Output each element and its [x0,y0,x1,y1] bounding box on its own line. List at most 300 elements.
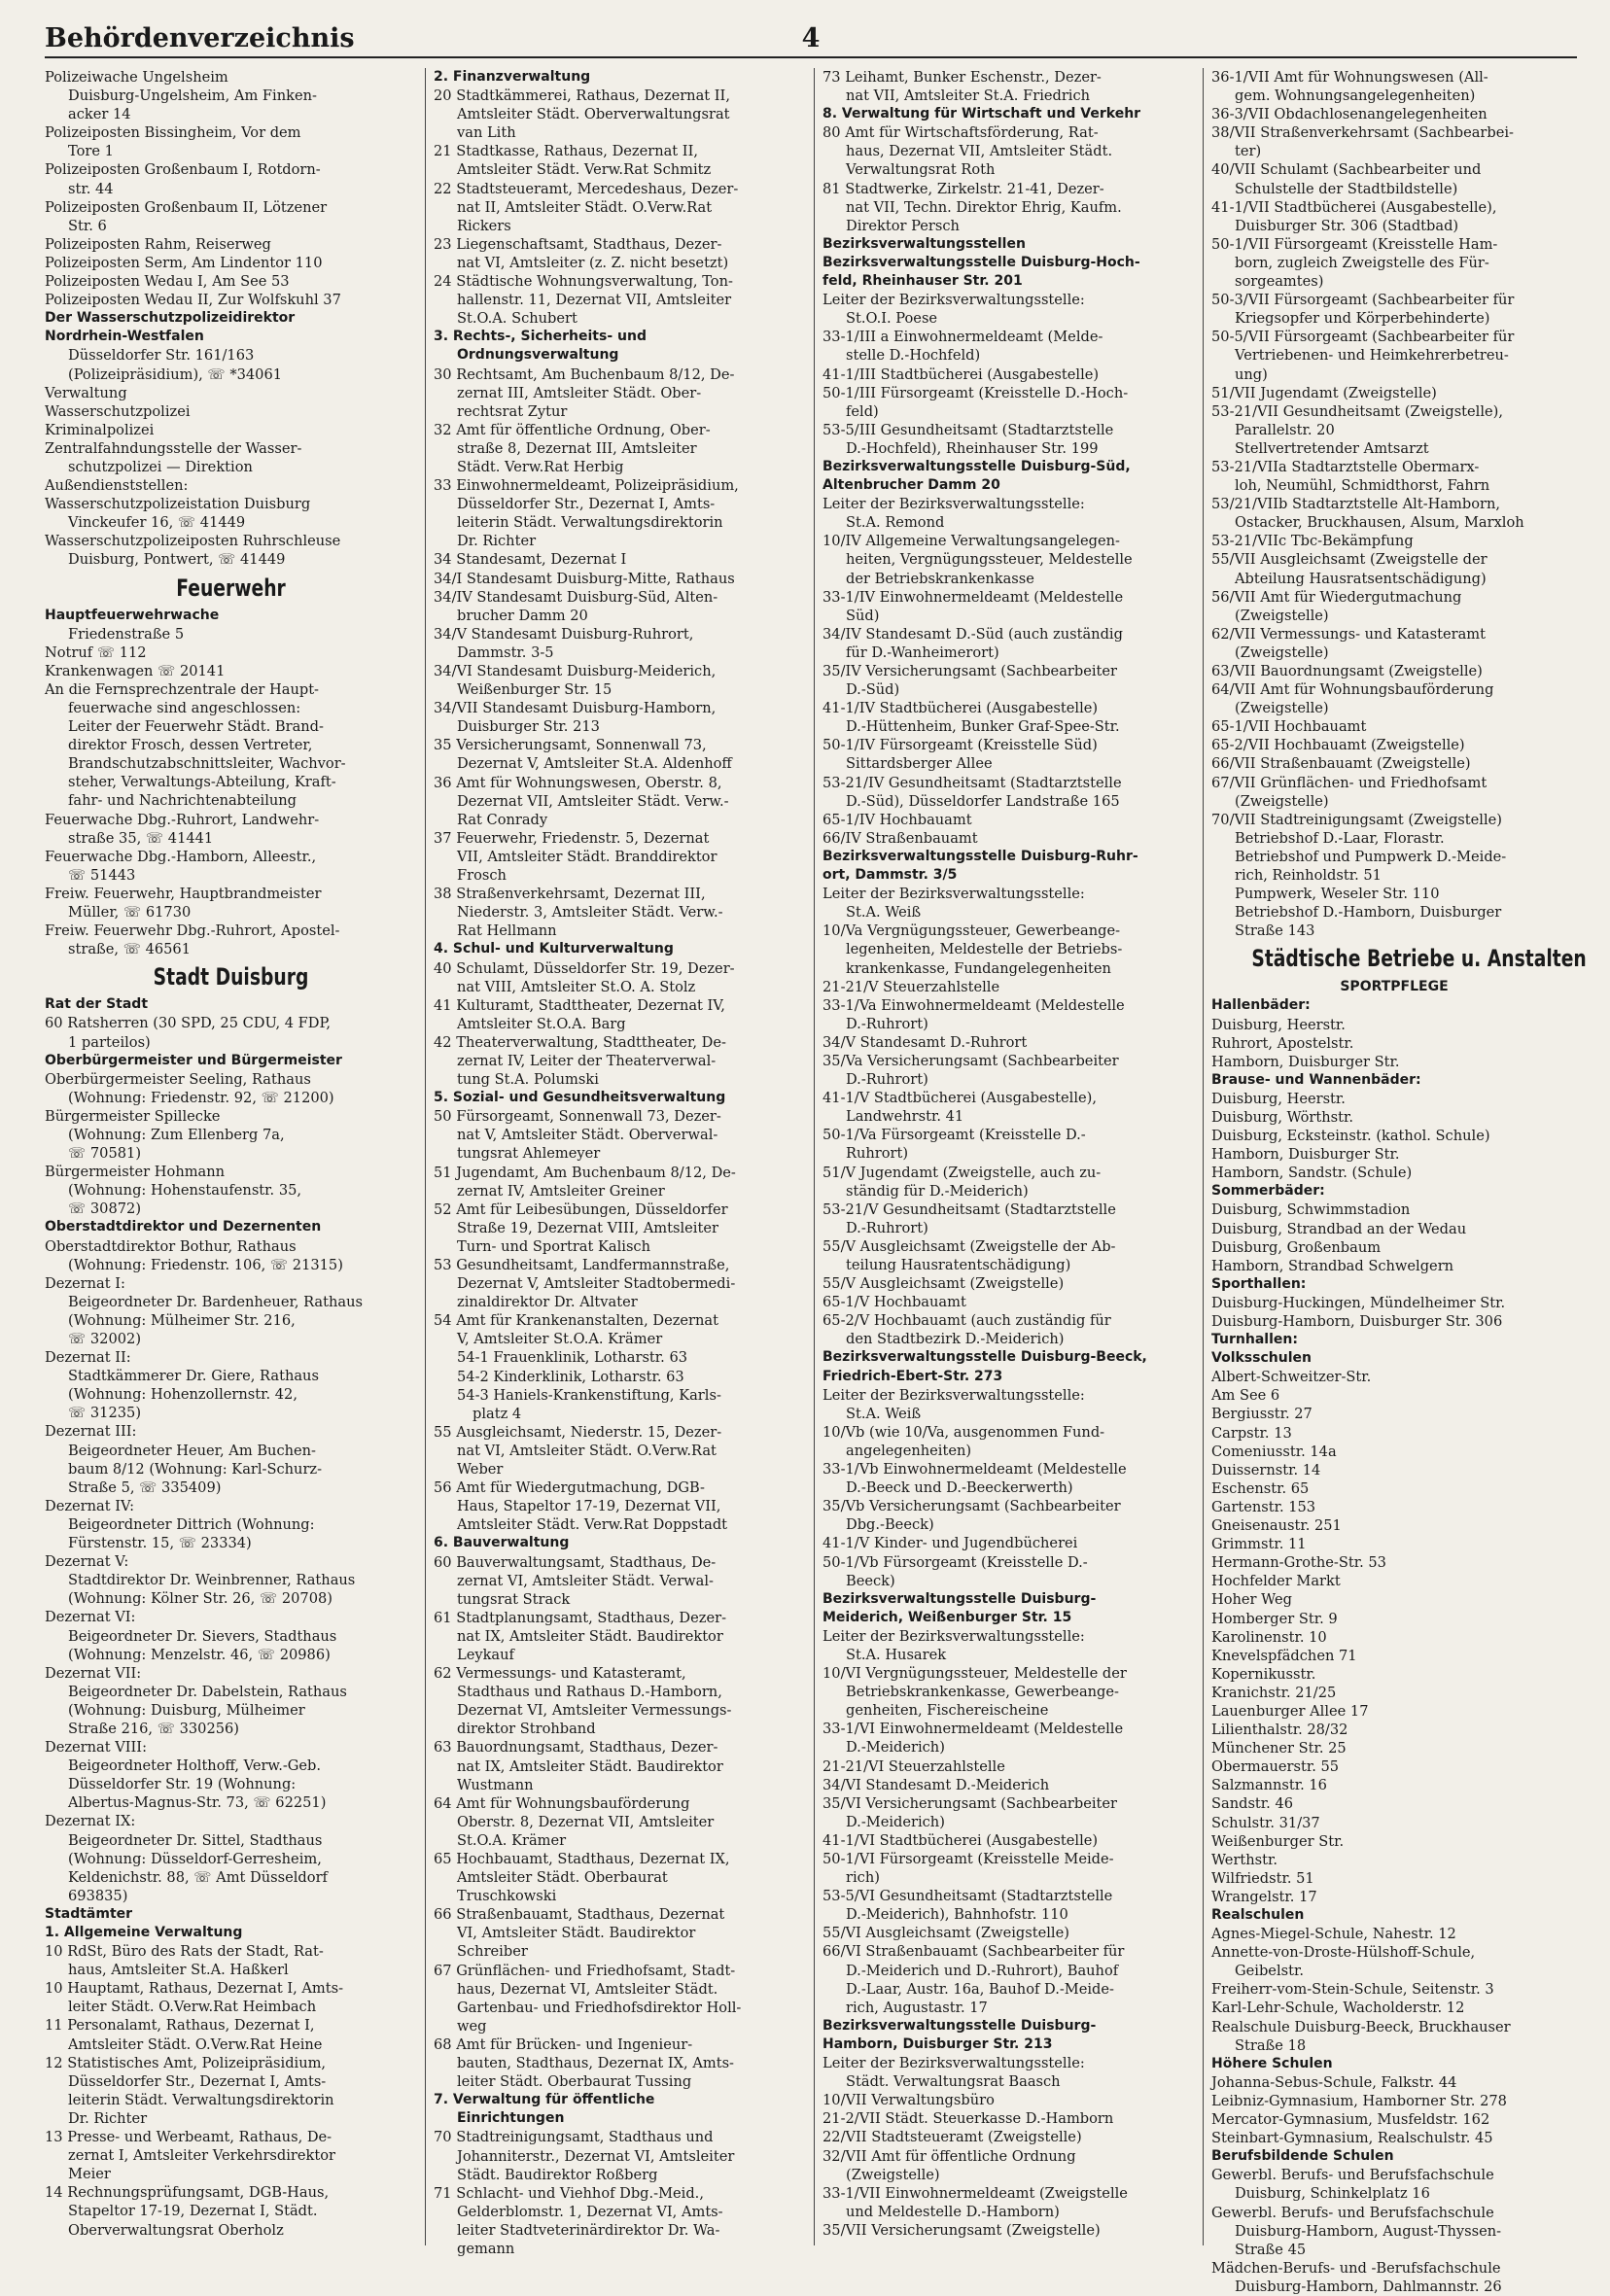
directory-line: St.O.A. Schubert [457,310,578,328]
directory-line: Dezernat IX: [45,1813,136,1830]
directory-line: 33-1/VII Einwohnermeldeamt (Zweigstelle [822,2184,1128,2202]
directory-line: D.-Süd), Düsseldorfer Landstraße 165 [846,792,1120,810]
directory-line: leiterin Städt. Verwaltungsdirektorin [457,514,723,532]
directory-line: 54-2 Kinderklinik, Lotharstr. 63 [457,1368,684,1385]
directory-line: Feuerwache Dbg.-Hamborn, Alleestr., [45,848,317,865]
directory-line: bauten, Stadthaus, Dezernat IX, Amts- [457,2055,734,2072]
directory-line: D.-Ruhrort) [846,1071,928,1089]
directory-line: 62/VII Vermessungs- und Katasteramt [1211,625,1486,643]
directory-line: Obermauerstr. 55 [1211,1758,1340,1776]
directory-line: Straße 18 [1235,2036,1307,2054]
directory-line: Polizeiposten Wedau II, Zur Wolfskuhl 37 [45,292,341,309]
directory-line: 73 Leihamt, Bunker Eschenstr., Dezer- [822,69,1102,86]
category-heading: feld, Rheinhauser Str. 201 [822,273,1023,290]
directory-line: Parallelstr. 20 [1235,421,1335,438]
directory-line: 10/Va Vergnügungssteuer, Gewerbeange- [822,922,1121,940]
directory-line: Ruhrort, Apostelstr. [1211,1034,1354,1052]
directory-line: Stadtdirektor Dr. Weinbrenner, Rathaus [68,1572,356,1589]
directory-line: Düsseldorfer Str., Dezernat I, Amts- [68,2072,327,2090]
directory-line: 54 Amt für Krankenanstalten, Dezernat [434,1312,718,1330]
directory-line: (Zweigstelle) [1235,700,1329,717]
directory-line: D.-Meiderich) [846,1739,945,1757]
directory-line: leiter Städt. Oberbaurat Tussing [457,2073,692,2091]
category-heading: Stadtämter [45,1905,133,1922]
directory-line: Dezernat VIII: [45,1739,147,1757]
category-heading: 2. Finanzverwaltung [434,69,591,85]
directory-line: born, zugleich Zweigstelle des Für- [1235,254,1489,271]
directory-line: Dezernat VII: [45,1664,142,1682]
directory-line: (Wohnung: Friedenstr. 106, ☏ 21315) [68,1256,343,1273]
directory-line: 21-21/V Steuerzahlstelle [822,978,1000,995]
directory-line: Rat Conrady [457,811,548,828]
directory-line: Duisburg-Ungelsheim, Am Finken- [68,87,317,105]
directory-line: 53-21/VIIc Tbc-Bekämpfung [1211,533,1414,550]
running-title: Behördenverzeichnis [45,23,355,53]
directory-line: feld) [846,402,879,420]
directory-line: 41-1/VII Stadtbücherei (Ausgabestelle), [1211,198,1497,216]
directory-line: Weißenburger Str. 15 [457,681,612,699]
category-heading: Einrichtungen [457,2110,565,2127]
column-2 [426,68,815,2257]
directory-line: Polizeiposten Bissingheim, Vor dem [45,124,301,142]
directory-line: 50-1/VII Fürsorgeamt (Kreisstelle Ham- [1211,235,1498,253]
directory-line: Beigeordneter Dittrich (Wohnung: [68,1515,315,1533]
directory-line: 11 Personalamt, Rathaus, Dezernat I, [45,2017,315,2035]
directory-line: 33-1/III a Einwohnermeldeamt (Melde- [822,329,1103,346]
directory-line: 51 Jugendamt, Am Buchenbaum 8/12, De- [434,1164,736,1181]
directory-line: Dammstr. 3-5 [457,644,554,661]
directory-line: Dbg.-Beeck) [846,1516,934,1534]
directory-line: (Wohnung: Zum Ellenberg 7a, [68,1126,285,1143]
directory-line: 65-2/VII Hochbauamt (Zweigstelle) [1211,737,1465,754]
directory-line: 35/IV Versicherungsamt (Sachbearbeiter [822,663,1117,679]
category-heading: Oberstadtdirektor und Dezernenten [45,1219,322,1235]
directory-line: (Zweigstelle) [1235,644,1329,661]
directory-line: 10/IV Allgemeine Verwaltungsangelegen- [822,533,1120,550]
directory-line: zernat IV, Amtsleiter Greiner [457,1182,665,1200]
directory-line: 22/VII Stadtsteueramt (Zweigstelle) [822,2129,1082,2146]
directory-line: Abteilung Hausratsentschädigung) [1235,570,1487,587]
directory-line: und Meldestelle D.-Hamborn) [846,2203,1060,2220]
directory-line: Beigeordneter Dr. Sittel, Stadthaus [68,1831,323,1849]
directory-line: 24 Städtische Wohnungsverwaltung, Ton- [434,273,733,291]
directory-line: Carpstr. 13 [1211,1424,1292,1442]
directory-line: (Wohnung: Hohenzollernstr. 42, [68,1386,298,1404]
directory-line: Krankenwagen ☏ 20141 [45,662,226,679]
directory-line: für D.-Wanheimerort) [846,644,999,661]
directory-line: Duisburg, Heerstr. [1211,1090,1346,1107]
directory-line: Bürgermeister Spillecke [45,1107,221,1125]
directory-line: Wustmann [457,1776,534,1793]
category-heading: Realschulen [1211,1907,1305,1923]
directory-line: Oberstr. 8, Dezernat VII, Amtsleiter [457,1813,715,1830]
category-heading: Berufsbildende Schulen [1211,2148,1394,2165]
directory-line: 53-5/VI Gesundheitsamt (Stadtarztstelle [822,1888,1113,1905]
directory-line: steher, Verwaltungs-Abteilung, Kraft- [68,774,336,791]
directory-line: St.O.A. Krämer [457,1831,567,1849]
directory-line: St.A. Weiß [846,904,922,922]
directory-line: 71 Schlacht- und Viehhof Dbg.-Meid., [434,2184,704,2202]
category-heading: Rat der Stadt [45,996,149,1013]
directory-line: loh, Neumühl, Schmidthorst, Fahrn [1235,477,1490,495]
category-heading: Bezirksverwaltungsstelle Duisburg- [822,2017,1097,2034]
directory-line: 41-1/IV Stadtbücherei (Ausgabestelle) [822,700,1099,717]
directory-line: Werthstr. [1211,1851,1278,1868]
directory-line: Dezernat V, Amtsleiter Stadtobermedi- [457,1275,736,1293]
directory-line: 65-2/V Hochbauamt (auch zuständig für [822,1312,1111,1330]
directory-line: Direktor Persch [846,217,960,234]
directory-line: D.-Beeck und D.-Beeckerwerth) [846,1479,1073,1497]
directory-line: Grimmstr. 11 [1211,1536,1307,1553]
directory-line: Ruhrort) [846,1145,909,1163]
directory-line: 36-1/VII Amt für Wohnungswesen (All- [1211,69,1488,86]
directory-line: Gartenbau- und Friedhofsdirektor Holl- [457,1999,742,2016]
directory-line: 50-1/Vb Fürsorgeamt (Kreisstelle D.- [822,1553,1088,1571]
category-heading: Hamborn, Duisburger Str. 213 [822,2035,1053,2052]
directory-line: Amtsleiter Städt. Oberbaurat [457,1869,668,1887]
category-heading: 6. Bauverwaltung [434,1535,570,1551]
directory-line: Münchener Str. 25 [1211,1740,1347,1757]
directory-line: Leiter der Bezirksverwaltungsstelle: [822,1627,1085,1645]
directory-line: Betriebshof und Pumpwerk D.-Meide- [1235,848,1507,865]
directory-line: Wasserschutzpolizei [45,402,191,420]
directory-line: Weber [457,1461,504,1478]
category-heading: Bezirksverwaltungsstelle Duisburg-Süd, [822,458,1131,474]
category-heading: 3. Rechts-, Sicherheits- und [434,329,647,345]
category-heading: ort, Dammstr. 3/5 [822,867,958,884]
directory-line: Kranichstr. 21/25 [1211,1684,1337,1701]
directory-line: 32 Amt für öffentliche Ordnung, Ober- [434,421,711,438]
directory-line: 53 Gesundheitsamt, Landfermannstraße, [434,1257,730,1273]
directory-line: Duisburg-Hamborn, Dahlmannstr. 26 [1235,2278,1502,2295]
directory-line: Rat Hellmann [457,922,557,940]
directory-line: Wilfriedstr. 51 [1211,1869,1314,1887]
directory-line: (Wohnung: Düsseldorf-Gerresheim, [68,1850,322,1867]
directory-line: Schulstr. 31/37 [1211,1814,1320,1831]
directory-line: 53-5/III Gesundheitsamt (Stadtarztstelle [822,421,1114,438]
directory-line: Tore 1 [68,143,114,160]
directory-line: Vinckeufer 16, ☏ 41449 [68,514,246,532]
category-heading: 5. Sozial- und Gesundheitsverwaltung [434,1090,726,1106]
directory-line: Amtsleiter Städt. O.Verw.Rat Heine [68,2035,323,2053]
category-heading: Altenbrucher Damm 20 [822,477,1000,494]
directory-line: 53-21/V Gesundheitsamt (Stadtarztstelle [822,1200,1116,1218]
directory-line: van Lith [457,124,516,142]
directory-line: Gneisenaustr. 251 [1211,1517,1342,1535]
directory-line: Dezernat V, Amtsleiter St.A. Aldenhoff [457,755,732,773]
category-heading: Oberbürgermeister und Bürgermeister [45,1052,342,1068]
directory-line: Haus, Stapeltor 17-19, Dezernat VII, [457,1498,721,1515]
directory-line: straße 8, Dezernat III, Amtsleiter [457,439,697,457]
directory-line: Salzmannstr. 16 [1211,1777,1327,1794]
directory-line: Dr. Richter [68,2109,148,2127]
directory-line: fahr- und Nachrichtenabteilung [68,792,298,810]
directory-line: ter) [1235,143,1262,160]
directory-line: Notruf ☏ 112 [45,644,147,661]
directory-line: Sandstr. 46 [1211,1795,1294,1813]
directory-line: ☏ 31235) [68,1405,142,1422]
directory-line: 67 Grünflächen- und Friedhofsamt, Stadt- [434,1962,736,1979]
directory-line: tungsrat Ahlemeyer [457,1145,601,1163]
directory-line: 55 Ausgleichsamt, Niederstr. 15, Dezer- [434,1423,722,1441]
directory-line: ☏ 30872) [68,1200,142,1218]
directory-line: haus, Amtsleiter St.A. Haßkerl [68,1962,289,1979]
directory-line: rich, Augustastr. 17 [846,1999,988,2016]
directory-line: Düsseldorfer Str. 19 (Wohnung: [68,1776,297,1793]
directory-line: Dezernat IV: [45,1497,134,1514]
directory-line: 42 Theaterverwaltung, Stadttheater, De- [434,1033,726,1051]
directory-line: Dezernat II: [45,1349,131,1367]
directory-line: 34 Standesamt, Dezernat I [434,551,627,569]
section-heading: Stadt Duisburg [153,963,309,991]
directory-line: nat IX, Amtsleiter Städt. Baudirektor [457,1757,723,1775]
directory-line: Schreiber [457,1943,528,1961]
directory-line: Straße 5, ☏ 335409) [68,1478,222,1496]
directory-line: 34/V Standesamt D.-Ruhrort [822,1033,1028,1051]
directory-line: Gewerbl. Berufs- und Berufsfachschule [1211,2204,1494,2221]
directory-line: Freiw. Feuerwehr, Hauptbrandmeister [45,885,322,902]
directory-line: Lauenburger Allee 17 [1211,1702,1369,1720]
directory-line: Verwaltung [45,384,127,401]
directory-line: Dezernat VI, Amtsleiter Vermessungs- [457,1702,732,1720]
section-heading: Feuerwehr [176,574,286,602]
directory-line: leiterin Städt. Verwaltungsdirektorin [68,2091,334,2108]
directory-line: 33-1/Vb Einwohnermeldeamt (Meldestelle [822,1461,1127,1478]
directory-line: (Wohnung: Kölner Str. 26, ☏ 20708) [68,1590,332,1608]
directory-line: Leiter der Bezirksverwaltungsstelle: [822,292,1085,309]
directory-line: 23 Liegenschaftsamt, Stadthaus, Dezer- [434,235,722,253]
directory-line: Kopernikusstr. [1211,1665,1316,1683]
directory-line: Polizeiposten Großenbaum II, Lötzener [45,198,328,216]
directory-line: Eschenstr. 65 [1211,1479,1310,1497]
directory-line: nat IX, Amtsleiter Städt. Baudirektor [457,1627,723,1645]
page-number: 4 [801,23,821,53]
directory-line: Kriminalpolizei [45,421,155,438]
category-heading: Der Wasserschutzpolizeidirektor [45,310,296,327]
directory-line: 35/VII Versicherungsamt (Zweigstelle) [822,2221,1101,2239]
directory-line: 70 Stadtreinigungsamt, Stadthaus und [434,2129,714,2146]
directory-line: Straße 45 [1235,2241,1307,2258]
directory-line: 63/VII Bauordnungsamt (Zweigstelle) [1211,663,1483,679]
directory-line: Lilienthalstr. 28/32 [1211,1722,1348,1739]
directory-line: Karolinenstr. 10 [1211,1628,1327,1646]
directory-line: (Wohnung: Friedenstr. 92, ☏ 21200) [68,1089,334,1106]
directory-line: Frosch [457,867,507,885]
directory-line: 66/VI Straßenbauamt (Sachbearbeiter für [822,1943,1125,1961]
directory-line: Wrangelstr. 17 [1211,1888,1317,1905]
category-heading: Bezirksverwaltungsstelle Duisburg-Beeck, [822,1349,1147,1366]
directory-line: 51/VII Jugendamt (Zweigstelle) [1211,384,1437,401]
directory-line: 36 Amt für Wohnungswesen, Oberstr. 8, [434,774,722,791]
directory-line: Polizeiposten Rahm, Reiserweg [45,235,271,253]
directory-line: Rickers [457,217,511,234]
directory-line: zernat VI, Amtsleiter Städt. Verwal- [457,1572,714,1589]
directory-line: St.A. Weiß [846,1405,922,1422]
directory-line: St.A. Husarek [846,1646,947,1663]
directory-line: Oberstadtdirektor Bothur, Rathaus [45,1237,297,1255]
directory-line: 41 Kulturamt, Stadttheater, Dezernat IV, [434,996,725,1014]
directory-line: Sittardsberger Allee [846,755,993,773]
directory-line: Johanna-Sebus-Schule, Falkstr. 44 [1211,2073,1457,2091]
directory-line: nat II, Amtsleiter Städt. O.Verw.Rat [457,198,713,216]
directory-line: Wasserschutzpolizeistation Duisburg [45,496,311,513]
directory-line: 50 Fürsorgeamt, Sonnenwall 73, Dezer- [434,1108,721,1126]
category-heading: Hallenbäder: [1211,997,1311,1014]
directory-line: Dezernat III: [45,1423,137,1441]
directory-line: 37 Feuerwehr, Friedenstr. 5, Dezernat [434,829,710,847]
directory-line: St.O.I. Poese [846,310,938,328]
category-heading: Höhere Schulen [1211,2055,1333,2071]
directory-line: Leiter der Bezirksverwaltungsstelle: [822,496,1085,513]
directory-line: Feuerwache Dbg.-Ruhrort, Landwehr- [45,811,320,828]
directory-line: 693835) [68,1887,128,1904]
directory-line: Beigeordneter Dr. Sievers, Stadthaus [68,1627,337,1645]
directory-line: (Zweigstelle) [1235,607,1329,624]
directory-line: tung St.A. Polumski [457,1071,599,1089]
directory-line: Hamborn, Strandbad Schwelgern [1211,1257,1454,1274]
directory-line: Geibelstr. [1235,1963,1304,1980]
directory-line: straße, ☏ 46561 [68,941,192,958]
category-heading: Sommerbäder: [1211,1183,1325,1200]
directory-line: leiter Stadtveterinärdirektor Dr. Wa- [457,2221,720,2239]
directory-line: Realschule Duisburg-Beeck, Bruckhauser [1211,2018,1511,2035]
directory-line: 14 Rechnungsprüfungsamt, DGB-Haus, [45,2184,330,2202]
directory-line: Kriegsopfer und Körperbehinderte) [1235,310,1490,328]
directory-line: 66/IV Straßenbauamt [822,829,978,847]
directory-line: Duisburger Str. 306 (Stadtbad) [1235,217,1459,234]
directory-line: Johanniterstr., Dezernat VI, Amtsleiter [457,2147,735,2165]
directory-line: D.-Ruhrort) [846,1015,928,1032]
directory-line: Gewerbl. Berufs- und Berufsfachschule [1211,2167,1494,2184]
directory-line: acker 14 [68,106,131,123]
directory-line: 41-1/VI Stadtbücherei (Ausgabestelle) [822,1831,1099,1849]
directory-line: platz 4 [472,1405,522,1422]
directory-line: ☏ 51443 [68,866,136,884]
directory-line: Oberbürgermeister Seeling, Rathaus [45,1070,311,1088]
column-3 [815,68,1204,2245]
directory-line: 13 Presse- und Werbeamt, Rathaus, De- [45,2129,332,2146]
category-heading: Nordrhein-Westfalen [45,329,204,345]
directory-line: 34/V Standesamt Duisburg-Ruhrort, [434,625,694,643]
directory-line: Hamborn, Sandstr. (Schule) [1211,1165,1413,1182]
directory-line: ung) [1235,365,1268,383]
directory-line: brucher Damm 20 [457,607,588,624]
directory-line: 34/VII Standesamt Duisburg-Hamborn, [434,700,717,717]
directory-line: 53/21/VIIb Stadtarztstelle Alt-Hamborn, [1211,496,1501,513]
directory-line: 34/I Standesamt Duisburg-Mitte, Rathaus [434,570,735,587]
category-heading: Turnhallen: [1211,1332,1298,1348]
directory-line: 65-1/V Hochbauamt [822,1294,966,1311]
directory-line: Duisburg, Großenbaum [1211,1238,1382,1256]
directory-line: Karl-Lehr-Schule, Wacholderstr. 12 [1211,2000,1465,2017]
directory-line: 35/Vb Versicherungsamt (Sachbearbeiter [822,1498,1121,1515]
directory-line: 65 Hochbauamt, Stadthaus, Dezernat IX, [434,1851,730,1867]
directory-line: Müller, ☏ 61730 [68,904,192,922]
directory-line: Städt. Verwaltungsrat Baasch [846,2073,1061,2091]
directory-line: nat VI, Amtsleiter Städt. O.Verw.Rat [457,1442,717,1459]
directory-line: 63 Bauordnungsamt, Stadthaus, Dezer- [434,1739,718,1757]
directory-line: Weißenburger Str. [1211,1832,1345,1850]
directory-line: str. 44 [68,180,114,197]
directory-line: gem. Wohnungsangelegenheiten) [1235,87,1476,105]
directory-line: 54-3 Haniels-Krankenstiftung, Karls- [457,1386,721,1404]
directory-line: 12 Statistisches Amt, Polizeipräsidium, [45,2054,327,2071]
directory-line: hallenstr. 11, Dezernat VII, Amtsleiter [457,292,732,309]
directory-line: Albert-Schweitzer-Str. [1211,1369,1372,1386]
directory-line: Freiw. Feuerwehr Dbg.-Ruhrort, Apostel- [45,922,340,940]
directory-line: 33-1/IV Einwohnermeldeamt (Meldestelle [822,588,1124,606]
directory-line: Duisburg, Wörthstr. [1211,1108,1353,1126]
directory-line: nat VII, Techn. Direktor Ehrig, Kaufm. [846,198,1122,216]
directory-line: Duisburg-Huckingen, Mündelheimer Str. [1211,1294,1506,1311]
directory-line: 35 Versicherungsamt, Sonnenwall 73, [434,737,707,754]
category-heading: Hauptfeuerwehrwache [45,607,220,623]
directory-line: Brandschutzabschnittsleiter, Wachvor- [68,755,346,773]
directory-line: weg [457,2017,487,2035]
directory-line: Betriebshof D.-Hamborn, Duisburger [1235,904,1502,922]
directory-line: Duisburg-Hamborn, Duisburger Str. 306 [1211,1313,1503,1330]
directory-line: D.-Hüttenheim, Bunker Graf-Spee-Str. [846,718,1120,736]
directory-line: D.-Süd) [846,681,900,699]
directory-line: Duisburg, Heerstr. [1211,1016,1346,1033]
directory-line: 20 Stadtkämmerei, Rathaus, Dezernat II, [434,87,730,105]
directory-line: Beeck) [846,1572,895,1589]
directory-line: Duisburg, Pontwert, ☏ 41449 [68,551,286,569]
directory-line: 54-1 Frauenklinik, Lotharstr. 63 [457,1349,688,1367]
directory-line: 62 Vermessungs- und Katasteramt, [434,1665,686,1683]
directory-line: rich, Reinholdstr. 51 [1235,867,1382,885]
directory-line: Amtsleiter St.O.A. Barg [457,1015,626,1032]
directory-line: Turn- und Sportrat Kalisch [457,1237,651,1255]
directory-line: 53-21/VII Gesundheitsamt (Zweigstelle), [1211,402,1503,420]
directory-line: 35/VI Versicherungsamt (Sachbearbeiter [822,1794,1117,1812]
directory-line: Duisburg, Schwimmstadion [1211,1201,1411,1219]
directory-line: baum 8/12 (Wohnung: Karl-Schurz- [68,1460,323,1478]
directory-line: Beigeordneter Holthoff, Verw.-Geb. [68,1757,322,1775]
directory-line: Oberverwaltungsrat Oberholz [68,2221,284,2239]
directory-line: 65-1/VII Hochbauamt [1211,718,1367,736]
directory-line: Amtsleiter Städt. Verw.Rat Doppstadt [457,1516,728,1534]
directory-line: Mädchen-Berufs- und -Berufsfachschule [1211,2259,1501,2277]
directory-line: 34/IV Standesamt D.-Süd (auch zuständig [822,625,1123,643]
directory-line: Steinbart-Gymnasium, Realschulstr. 45 [1211,2130,1493,2147]
directory-line: ☏ 70581) [68,1145,142,1163]
directory-line: Betriebskrankenkasse, Gewerbeange- [846,1684,1119,1701]
directory-line: Amtsleiter Städt. Oberverwaltungsrat [457,106,730,123]
directory-line: Straße 19, Dezernat VIII, Amtsleiter [457,1219,718,1236]
directory-line: Straße 216, ☏ 330256) [68,1720,239,1737]
directory-line: 21 Stadtkasse, Rathaus, Dezernat II, [434,143,698,160]
directory-line: Mercator-Gymnasium, Musfeldstr. 162 [1211,2111,1490,2129]
category-heading: Ordnungsverwaltung [457,347,619,364]
directory-line: nat VIII, Amtsleiter St.O. A. Stolz [457,978,696,995]
directory-line: ☏ 32002) [68,1331,142,1347]
directory-line: 32/VII Amt für öffentliche Ordnung [822,2147,1076,2165]
directory-line: 64 Amt für Wohnungsbauförderung [434,1794,690,1812]
directory-line: Meier [68,2166,111,2183]
directory-line: haus, Dezernat VII, Amtsleiter Städt. [846,143,1113,160]
directory-line: 41-1/V Stadtbücherei (Ausgabestelle), [822,1090,1097,1107]
directory-line: 55/V Ausgleichsamt (Zweigstelle) [822,1275,1065,1293]
directory-line: V, Amtsleiter St.O.A. Krämer [457,1331,663,1348]
directory-line: zernat I, Amtsleiter Verkehrsdirektor [68,2147,336,2165]
directory-line: 56/VII Amt für Wiedergutmachung [1211,588,1462,606]
directory-line: genheiten, Fischereischeine [846,1702,1049,1720]
directory-line: 33-1/VI Einwohnermeldeamt (Meldestelle [822,1721,1124,1738]
directory-line: 67/VII Grünflächen- und Friedhofsamt [1211,774,1488,791]
directory-line: 40 Schulamt, Düsseldorfer Str. 19, Dezer- [434,959,735,977]
category-heading: Bezirksverwaltungsstellen [822,235,1026,252]
